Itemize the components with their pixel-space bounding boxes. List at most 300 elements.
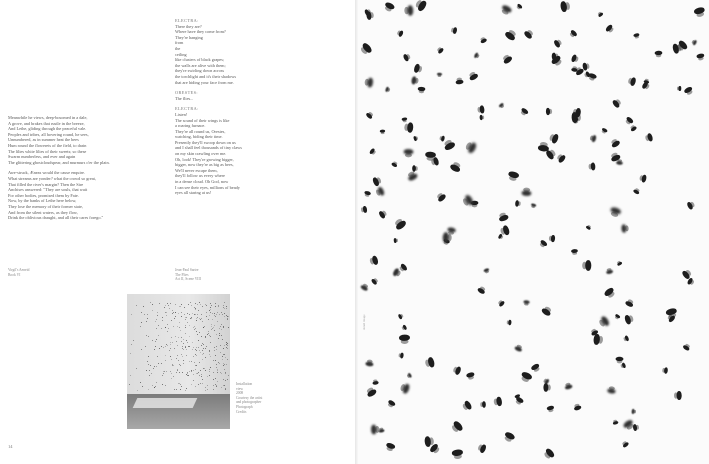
fly-speck bbox=[154, 349, 155, 350]
fly-speck bbox=[227, 319, 228, 320]
fly-speck bbox=[214, 350, 215, 351]
fly bbox=[366, 76, 374, 89]
fly bbox=[399, 381, 410, 395]
fly bbox=[682, 85, 694, 96]
fly bbox=[536, 143, 551, 152]
fly bbox=[436, 46, 445, 55]
fly-speck bbox=[218, 306, 219, 307]
poem-line: Peoples and tribes, all hovering round, he sees, bbox=[8, 131, 89, 137]
fly-speck bbox=[202, 379, 203, 380]
fly bbox=[629, 124, 638, 132]
speaker-name: ELECTRA: bbox=[175, 18, 199, 23]
fly-speck bbox=[191, 371, 192, 372]
fly-speck bbox=[184, 307, 185, 308]
fly-speck bbox=[219, 333, 220, 334]
fly-speck bbox=[221, 324, 222, 325]
fly-speck bbox=[221, 335, 222, 336]
fly bbox=[359, 283, 370, 292]
fly bbox=[413, 164, 418, 172]
poem-line: And Lethe, gliding through the peaceful vale. bbox=[8, 126, 87, 132]
fly bbox=[621, 223, 628, 234]
fly-speck bbox=[226, 364, 227, 365]
dialogue-line: They're hanging bbox=[175, 34, 203, 40]
fly bbox=[498, 102, 505, 109]
fly-speck bbox=[181, 337, 182, 338]
fly-speck bbox=[158, 363, 159, 364]
fly-speck bbox=[175, 312, 176, 313]
fly-speck bbox=[226, 342, 227, 343]
dialogue-line: they'll follow us every where bbox=[175, 173, 225, 179]
fly-speck bbox=[193, 327, 194, 328]
fly bbox=[589, 134, 596, 144]
fly-speck bbox=[222, 356, 223, 357]
fly-speck bbox=[180, 384, 181, 385]
fly-speck bbox=[191, 384, 192, 385]
fly-speck bbox=[226, 347, 227, 348]
fly-speck bbox=[183, 339, 184, 340]
fly bbox=[499, 3, 514, 15]
fly bbox=[473, 52, 480, 60]
fly bbox=[393, 237, 397, 244]
fly-speck bbox=[179, 372, 180, 373]
fly bbox=[424, 151, 438, 159]
fly bbox=[522, 28, 535, 41]
poem-line: The lilies white lilies of their sweets; so these bbox=[8, 148, 87, 154]
fly-speck bbox=[223, 379, 224, 380]
poem-line: And from the silent waters, as they flow, bbox=[8, 209, 78, 215]
fly-speck bbox=[191, 361, 192, 362]
fly bbox=[425, 355, 435, 370]
fly bbox=[522, 300, 530, 305]
fly bbox=[631, 408, 635, 415]
dialogue-line: that are hiding your face from me. bbox=[175, 79, 234, 85]
fly-speck bbox=[227, 359, 228, 360]
fly-speck bbox=[216, 367, 217, 368]
poem-line: Awe-struck, Æneas would the cause enquire. bbox=[8, 170, 86, 176]
fly bbox=[497, 212, 511, 223]
fly bbox=[604, 22, 615, 33]
fly bbox=[391, 161, 400, 168]
fly-speck bbox=[175, 304, 176, 305]
fly bbox=[364, 360, 375, 367]
fly bbox=[369, 276, 378, 285]
fly bbox=[498, 232, 504, 239]
fly-speck bbox=[180, 330, 181, 331]
fly bbox=[589, 161, 595, 171]
fly-speck bbox=[201, 376, 202, 377]
dialogue-line: and I shall feel thousands of tiny claws bbox=[175, 145, 242, 151]
caption-line: view bbox=[236, 386, 243, 391]
fly bbox=[564, 382, 575, 390]
fly-speck bbox=[179, 327, 180, 328]
credit-line: Act II, Scene VIII bbox=[175, 277, 201, 282]
fly bbox=[371, 174, 382, 187]
fly-speck bbox=[224, 364, 225, 365]
fly-speck bbox=[186, 388, 187, 389]
fly bbox=[405, 120, 413, 134]
fly bbox=[515, 200, 520, 209]
fly bbox=[568, 28, 578, 38]
fly-speck bbox=[188, 304, 189, 305]
dialogue-line: I can see their eyes, millions of beady bbox=[175, 184, 240, 190]
dialogue-line: the torchlight and it's their shadows bbox=[175, 73, 237, 79]
poem-line: The glittering ghostcloudspear, and murmurs o'er the plain. bbox=[8, 159, 110, 165]
fly-speck bbox=[156, 382, 157, 383]
fly bbox=[691, 38, 697, 46]
fly bbox=[370, 254, 380, 267]
credit-line: Virgil's Aeneid bbox=[8, 268, 30, 272]
fly-speck bbox=[148, 389, 149, 390]
fly-speck bbox=[218, 338, 219, 339]
fly-speck bbox=[184, 314, 185, 315]
fly bbox=[623, 335, 630, 343]
dialogue-line: bigger, now they're as big as bees, bbox=[175, 162, 234, 168]
fly-speck bbox=[228, 375, 229, 376]
fly bbox=[585, 224, 592, 230]
dialogue-line: The sound of their wings is like bbox=[175, 117, 230, 123]
fly bbox=[623, 298, 635, 308]
fly bbox=[413, 62, 422, 75]
dialogue-line: ceiling bbox=[175, 51, 187, 57]
fly-speck bbox=[198, 310, 199, 311]
fly-speck bbox=[189, 325, 190, 326]
fly-speck bbox=[177, 369, 178, 370]
fly-speck bbox=[202, 321, 203, 322]
fly-speck bbox=[143, 306, 144, 307]
fly bbox=[645, 131, 654, 143]
fly bbox=[695, 53, 706, 60]
fly bbox=[479, 37, 488, 45]
fly bbox=[495, 395, 504, 408]
fly-speck bbox=[171, 378, 172, 379]
fly-speck bbox=[171, 373, 172, 374]
fly-speck bbox=[157, 356, 158, 357]
fly bbox=[542, 447, 556, 462]
fly bbox=[621, 440, 630, 449]
dialogue-line: There they are? bbox=[175, 23, 202, 29]
fly-speck bbox=[170, 348, 171, 349]
poem-line: For other bodies, promised them by Fate. bbox=[8, 192, 79, 198]
fly-speck bbox=[161, 346, 162, 347]
fly bbox=[435, 192, 447, 204]
poem-line: Hum round the flowerets of the field, to drain bbox=[8, 142, 87, 148]
fly bbox=[606, 387, 617, 395]
fly-speck bbox=[149, 370, 150, 371]
fly bbox=[379, 129, 386, 133]
fly bbox=[520, 189, 533, 197]
fly-speck bbox=[165, 360, 166, 361]
fly-speck bbox=[207, 376, 208, 377]
fly bbox=[364, 111, 374, 121]
fly-speck bbox=[210, 342, 211, 343]
dialogue-line: watching, biding their time. bbox=[175, 134, 223, 140]
fly-speck bbox=[130, 353, 131, 354]
fly-speck bbox=[173, 365, 174, 366]
fly bbox=[675, 389, 682, 401]
aeneid-excerpt bbox=[8, 115, 110, 221]
fly-speck bbox=[189, 371, 190, 372]
fly-speck bbox=[168, 328, 169, 329]
fly-speck bbox=[131, 314, 132, 315]
fly-speck bbox=[129, 384, 130, 385]
fly bbox=[608, 206, 623, 218]
fly-speck bbox=[185, 317, 186, 318]
caption-line: and photographer bbox=[236, 400, 262, 405]
fly-speck bbox=[195, 308, 196, 309]
fly-speck bbox=[193, 374, 194, 375]
fly-speck bbox=[221, 373, 222, 374]
poem-line: Swarm numberless, and ever and again bbox=[8, 154, 76, 160]
fly-speck bbox=[186, 355, 187, 356]
photo-caption bbox=[236, 382, 262, 414]
fly-speck bbox=[164, 307, 165, 308]
fly bbox=[384, 441, 397, 451]
dialogue-line: eyes all staring at us! bbox=[175, 190, 212, 196]
fly bbox=[685, 199, 695, 211]
fly bbox=[401, 323, 407, 331]
fly bbox=[539, 305, 553, 317]
fly bbox=[413, 135, 418, 142]
fly bbox=[477, 442, 487, 455]
flies-dialogue bbox=[175, 18, 242, 196]
fly-speck bbox=[226, 306, 227, 307]
fly-speck bbox=[205, 390, 206, 391]
fly-speck bbox=[222, 359, 223, 360]
fly-speck bbox=[178, 360, 179, 361]
fly-speck bbox=[165, 346, 166, 347]
dialogue-line: Where have they come from? bbox=[175, 29, 226, 35]
fly-speck bbox=[225, 388, 226, 389]
dialogue-line: a roaring furnace. bbox=[175, 123, 206, 129]
fly-speck bbox=[136, 305, 137, 306]
fly bbox=[497, 299, 506, 308]
fly-speck bbox=[165, 355, 166, 356]
fly-speck bbox=[192, 342, 193, 343]
fly-speck bbox=[163, 347, 164, 348]
fly-speck bbox=[208, 333, 209, 334]
vertical-caption: detail image bbox=[362, 314, 366, 330]
fly bbox=[597, 11, 604, 18]
fly-speck bbox=[158, 335, 159, 336]
fly bbox=[549, 132, 560, 146]
fly-speck bbox=[205, 357, 206, 358]
fly bbox=[508, 319, 512, 326]
fly bbox=[584, 259, 592, 273]
fly bbox=[479, 114, 483, 121]
fly-speck bbox=[211, 329, 212, 330]
fly-speck bbox=[174, 318, 175, 319]
caption-line: Courtesy the artist bbox=[236, 395, 263, 400]
fly bbox=[465, 371, 477, 379]
fly-speck bbox=[215, 378, 216, 379]
fly-speck bbox=[199, 375, 200, 376]
fly-speck bbox=[141, 312, 142, 313]
fly-speck bbox=[193, 347, 194, 348]
fly bbox=[572, 403, 583, 411]
fly bbox=[552, 37, 562, 49]
fly bbox=[461, 399, 473, 413]
fly-speck bbox=[156, 319, 157, 320]
fly-speck bbox=[209, 351, 210, 352]
fly bbox=[452, 364, 461, 376]
fly-speck bbox=[200, 352, 201, 353]
caption-line: Installation bbox=[236, 382, 253, 386]
dialogue-line: The flies... bbox=[175, 95, 194, 101]
fly-speck bbox=[228, 316, 229, 317]
fly-speck bbox=[213, 372, 214, 373]
fly bbox=[570, 249, 579, 254]
play-credit bbox=[175, 268, 201, 282]
fly bbox=[632, 188, 641, 196]
fly bbox=[560, 0, 570, 14]
fly bbox=[632, 33, 640, 39]
fly bbox=[663, 366, 668, 375]
fly-speck bbox=[152, 304, 153, 305]
fly bbox=[392, 217, 408, 232]
fly-speck bbox=[169, 308, 170, 309]
fly-speck bbox=[149, 375, 150, 376]
fly-speck bbox=[173, 326, 174, 327]
fly-speck bbox=[199, 362, 200, 363]
fly-speck bbox=[177, 355, 178, 356]
fly bbox=[481, 400, 486, 409]
poem-line: Drink the oblivious draught, and all their cares forego." bbox=[8, 215, 104, 221]
fly bbox=[600, 126, 608, 133]
caption-line: 2008 bbox=[236, 391, 244, 396]
poem-line: That filled the river's margin? Then the Sire bbox=[8, 181, 84, 187]
fly bbox=[407, 372, 413, 379]
fly bbox=[467, 71, 480, 82]
fly bbox=[653, 50, 663, 56]
flies-photograph bbox=[358, 0, 709, 464]
fly-speck bbox=[183, 343, 184, 344]
fly bbox=[385, 85, 391, 92]
fly bbox=[516, 2, 524, 10]
fly bbox=[519, 107, 530, 117]
fly-speck bbox=[177, 326, 178, 327]
fly bbox=[529, 362, 541, 373]
fly bbox=[615, 160, 624, 165]
fly bbox=[692, 6, 707, 17]
fly-speck bbox=[197, 314, 198, 315]
fly bbox=[555, 153, 567, 165]
fly bbox=[397, 313, 403, 321]
fly bbox=[359, 40, 374, 56]
poem-line: A grove, and brakes that rustle in the breeze, bbox=[8, 120, 85, 126]
fly bbox=[399, 352, 404, 360]
fly bbox=[386, 399, 397, 409]
fly bbox=[383, 1, 397, 13]
fly-speck bbox=[185, 346, 186, 347]
speaker-name: ELECTRA: bbox=[175, 106, 199, 112]
fly-speck bbox=[209, 371, 210, 372]
fly bbox=[501, 53, 514, 65]
poem-line: Anchises answered: "They are souls, that wait bbox=[8, 187, 88, 193]
dialogue-line: the bbox=[175, 45, 181, 51]
fly bbox=[628, 76, 637, 88]
fly bbox=[605, 268, 614, 275]
dialogue-line: like clusters of black grapes; bbox=[175, 57, 225, 63]
fly bbox=[364, 386, 378, 399]
fly-speck bbox=[211, 326, 212, 327]
dialogue-line: Oh, look! They're growing bigger, bbox=[175, 156, 234, 162]
fly-speck bbox=[161, 328, 162, 329]
fly bbox=[550, 234, 556, 244]
fly bbox=[529, 203, 536, 208]
fly-speck bbox=[224, 385, 225, 386]
fly-speck bbox=[205, 337, 206, 338]
fly-speck bbox=[189, 361, 190, 362]
fly bbox=[371, 423, 378, 436]
fly-speck bbox=[216, 334, 217, 335]
fly-speck bbox=[186, 317, 187, 318]
fly-speck bbox=[156, 339, 157, 340]
fly bbox=[682, 343, 692, 352]
fly-speck bbox=[206, 312, 207, 313]
fly bbox=[377, 209, 387, 221]
fly-speck bbox=[200, 370, 201, 371]
fly bbox=[414, 0, 428, 14]
credit-line: Book VI bbox=[8, 272, 21, 277]
poem-line: Unnumbered, as in summer heat the bees bbox=[8, 137, 79, 143]
fly bbox=[368, 147, 376, 156]
fly-speck bbox=[170, 356, 171, 357]
fly bbox=[543, 382, 549, 393]
photo-light-patch bbox=[133, 398, 198, 408]
fly bbox=[506, 170, 521, 181]
fly-speck bbox=[167, 324, 168, 325]
fly bbox=[454, 79, 464, 86]
fly bbox=[451, 26, 457, 35]
credit-line: The Flies bbox=[175, 272, 189, 277]
fly-speck bbox=[195, 309, 196, 310]
fly-speck bbox=[203, 368, 204, 369]
dialogue-line: on my skin crawling over me. bbox=[175, 151, 227, 157]
fly bbox=[450, 419, 465, 435]
fly-speck bbox=[156, 366, 157, 367]
fly-speck bbox=[202, 343, 203, 344]
fly bbox=[448, 161, 463, 174]
fly-speck bbox=[210, 367, 211, 368]
fly bbox=[611, 97, 623, 109]
fly-speck bbox=[172, 313, 173, 314]
fly bbox=[402, 149, 415, 156]
dialogue-line: the walls are alive with them; bbox=[175, 62, 226, 68]
fly-speck bbox=[174, 389, 175, 390]
fly bbox=[570, 66, 579, 72]
fly-speck bbox=[224, 345, 225, 346]
fly-speck bbox=[217, 312, 218, 313]
poem-line: They lose the memory of their former state, bbox=[8, 203, 83, 209]
fly bbox=[538, 239, 549, 249]
fly-speck bbox=[158, 325, 159, 326]
fly bbox=[678, 85, 682, 92]
fly-speck bbox=[140, 326, 141, 327]
fly bbox=[615, 260, 622, 266]
fly-speck bbox=[227, 318, 228, 319]
fly bbox=[502, 430, 517, 443]
fly bbox=[611, 419, 619, 425]
fly-speck bbox=[187, 322, 188, 323]
dialogue-line: in a dense cloud. Oh God, now bbox=[175, 179, 229, 185]
fly bbox=[570, 53, 579, 64]
fly bbox=[640, 173, 648, 184]
fly-speck bbox=[151, 373, 152, 374]
poem-line: Now, by the banks of Lethe here below, bbox=[8, 198, 77, 204]
caption-line: Photograph bbox=[236, 404, 253, 409]
dialogue-line: Listen! bbox=[175, 111, 188, 117]
fly bbox=[362, 191, 371, 198]
